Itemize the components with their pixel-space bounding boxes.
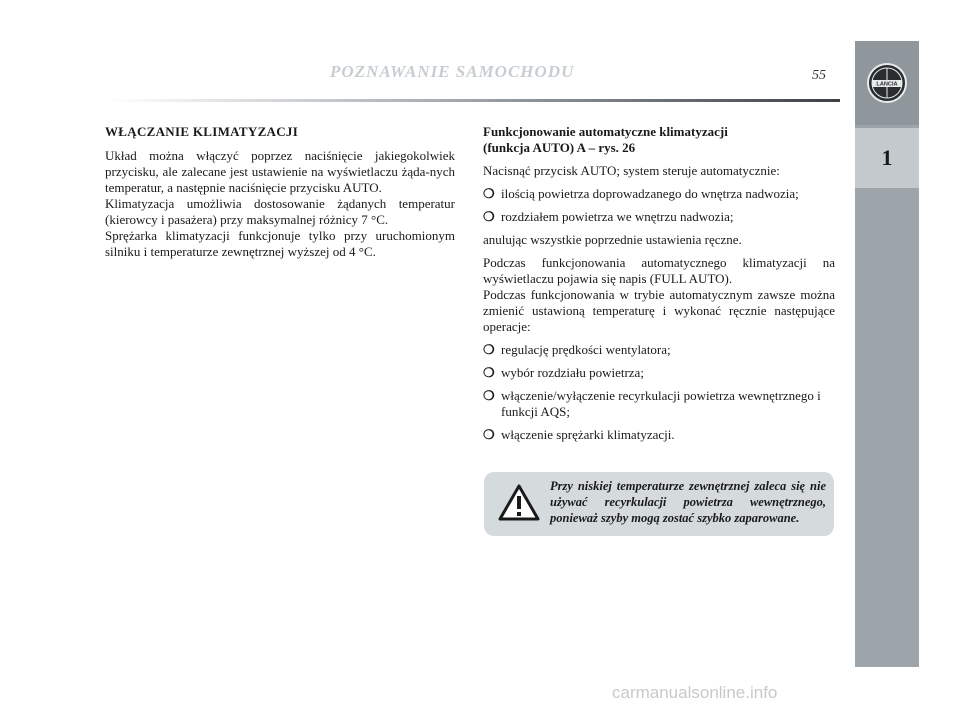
list-item [483,388,835,420]
heading-line: (funkcja AUTO) A – rys. 26 [483,140,636,155]
list-item [483,365,835,381]
side-tab-fill [855,191,919,667]
list-item [483,186,835,202]
bullet-icon: ❍ [483,209,495,224]
logo-lettering: LANCIA [876,81,898,88]
list-item-text: włączenie sprężarki klimatyzacji. [501,427,675,442]
bullet-list [483,186,835,225]
header-divider [108,99,840,102]
paragraph: Podczas funkcjonowania w trybie automatycznym zawsze można zmienić ustawioną temperaturę i wykonać ręcznie następujące operacje: [483,287,835,334]
list-item-text: rozdziałem powietrza we wnętrzu nadwozia; [501,209,734,224]
brand-logo-box [855,41,919,125]
heading-line: Funkcjonowanie automatyczne klimatyzacji [483,124,728,139]
warning-box [484,472,834,536]
page-section-title: POZNAWANIE SAMOCHODU [330,62,575,81]
chapter-side-tab [855,41,919,667]
left-column [105,124,455,267]
list-item-text: ilością powietrza doprowadzanego do wnętrza nadwozia; [501,186,799,201]
paragraph: Klimatyzacja umożliwia dostosowanie żądanych temperatur (kierowcy i pasażera) przy maksymalnej różnicy 7 °C. [105,196,455,227]
chapter-number: 1 [855,128,919,188]
paragraph: Podczas funkcjonowania automatycznego klimatyzacji na wyświetlaczu pojawia się napis (FULL AUTO). [483,255,835,286]
paragraph: Nacisnąć przycisk AUTO; system steruje automatycznie: [483,163,780,178]
bullet-icon: ❍ [483,342,495,357]
bullet-icon: ❍ [483,388,495,403]
list-item [483,209,835,225]
bullet-icon: ❍ [483,365,495,380]
warning-text: Przy niskiej temperaturze zewnętrznej zaleca się nie używać recyrkulacji powietrza wewnętrznego, ponieważ szyby mogą zostać szybko zaparowane. [550,479,826,525]
page-number: 55 [812,68,826,83]
watermark: carmanualsonline.info [612,683,778,702]
section-heading: WŁĄCZANIE KLIMATYZACJI [105,124,299,139]
warning-triangle-icon [498,484,540,522]
right-column [483,124,835,450]
bullet-icon: ❍ [483,186,495,201]
lancia-logo-icon [865,61,909,105]
list-item-text: regulację prędkości wentylatora; [501,342,671,357]
list-item-text: wybór rozdziału powietrza; [501,365,644,380]
paragraph: Układ można włączyć poprzez naciśnięcie jakiegokolwiek przycisku, ale zalecane jest ustawienie na wyświetlaczu żąda-nych temperatur, a następnie naciśnięcie przycisku AUTO. [105,148,455,195]
bullet-icon: ❍ [483,427,495,442]
paragraph: Sprężarka klimatyzacji funkcjonuje tylko przy uruchomionym silniku i temperaturze zewnętrznej wyższej od 4 °C. [105,228,455,259]
list-item-text: włączenie/wyłączenie recyrkulacji powietrza wewnętrznego i funkcji AQS; [501,388,821,419]
list-item [483,342,835,358]
subsection-heading [483,124,835,156]
bullet-list [483,342,835,443]
list-item [483,427,835,443]
paragraph: anulując wszystkie poprzednie ustawienia ręczne. [483,232,742,247]
